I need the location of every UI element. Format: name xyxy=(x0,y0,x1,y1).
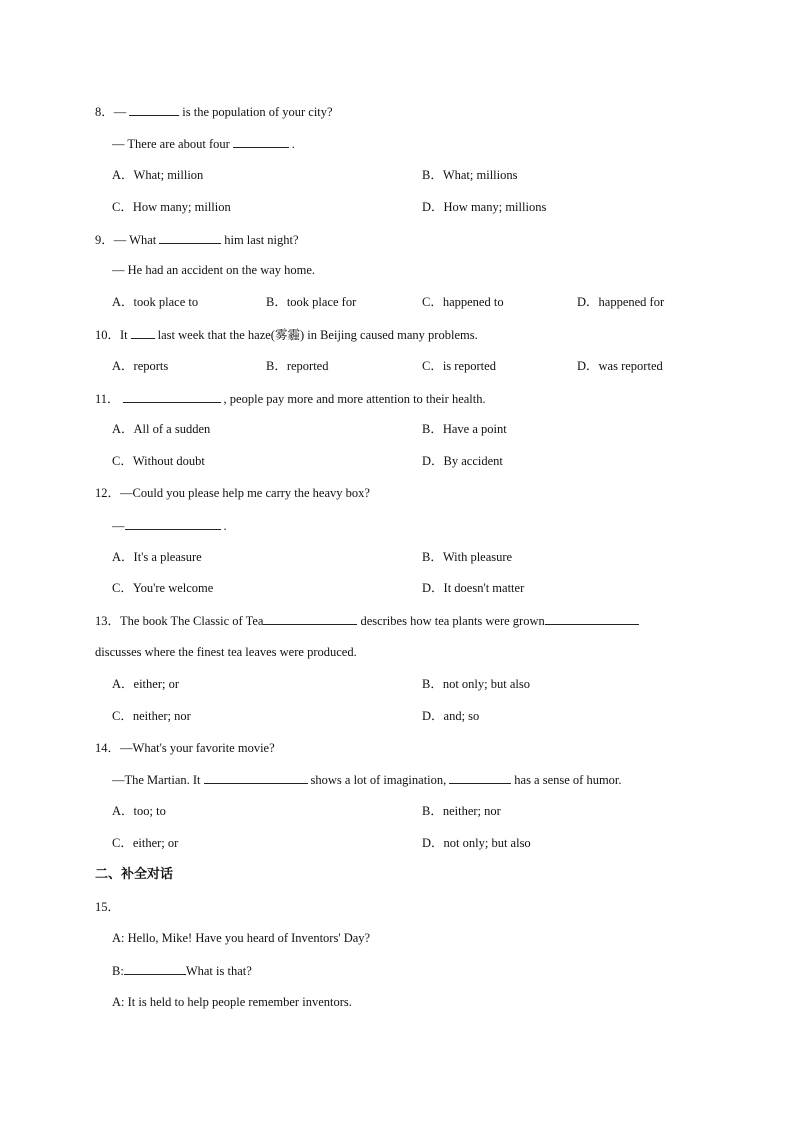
question-text: —Could you please help me carry the heavy box? xyxy=(120,486,370,500)
dialogue-line-a1: A: Hello, Mike! Have you heard of Inventors' Day? xyxy=(112,931,371,945)
option-c[interactable]: C．either; or xyxy=(112,836,179,850)
answer-blank[interactable] xyxy=(204,771,308,784)
question-13-line-2: discusses where the finest tea leaves were produced. xyxy=(95,645,357,659)
option-d[interactable]: D．How many; millions xyxy=(422,200,547,214)
option-b[interactable]: B．took place for xyxy=(266,295,357,309)
question-text: . xyxy=(291,137,295,151)
option-c[interactable]: C．You're welcome xyxy=(112,581,214,595)
question-text: — What xyxy=(113,233,157,247)
answer-blank[interactable] xyxy=(124,962,186,975)
option-a[interactable]: A．It's a pleasure xyxy=(112,550,202,564)
question-12-line-1 xyxy=(95,485,370,501)
option-a[interactable]: A．reports xyxy=(112,359,169,373)
option-c[interactable]: C．How many; million xyxy=(112,200,231,214)
option-b[interactable]: B．What; millions xyxy=(422,168,518,182)
speaker-label: B: xyxy=(112,964,124,978)
answer-blank[interactable] xyxy=(545,612,639,625)
dialogue-text: What is that? xyxy=(185,964,252,978)
question-14-line-1 xyxy=(95,740,275,756)
question-12-line-2 xyxy=(112,517,227,534)
question-text: —The Martian. It xyxy=(112,773,201,787)
question-number: 13． xyxy=(95,614,121,628)
option-a[interactable]: A．What; million xyxy=(112,168,204,182)
dialogue-dash: — xyxy=(112,519,125,533)
dialogue-line-b1 xyxy=(112,962,252,979)
option-d[interactable]: D．It doesn't matter xyxy=(422,581,525,595)
question-text: The book The Classic of Tea xyxy=(120,614,264,628)
answer-blank[interactable] xyxy=(125,517,221,530)
question-text: is the population of your city? xyxy=(182,105,333,119)
question-text: It xyxy=(120,328,128,342)
option-b[interactable]: B．not only; but also xyxy=(422,677,530,691)
option-c[interactable]: C．neither; nor xyxy=(112,709,191,723)
dialogue-dash: — xyxy=(113,105,127,119)
option-a[interactable]: A．took place to xyxy=(112,295,199,309)
question-13-line-1 xyxy=(95,612,642,629)
answer-blank[interactable] xyxy=(233,135,289,148)
question-number: 11． xyxy=(95,392,120,406)
option-d[interactable]: D．By accident xyxy=(422,454,503,468)
option-c[interactable]: C．Without doubt xyxy=(112,454,205,468)
answer-blank[interactable] xyxy=(131,326,155,339)
option-d[interactable]: D．was reported xyxy=(577,359,663,373)
question-10-line xyxy=(95,326,478,343)
question-number: 8． xyxy=(95,105,114,119)
question-8-line-1 xyxy=(95,103,333,120)
question-9-line-1 xyxy=(95,231,299,248)
option-d[interactable]: D．happened for xyxy=(577,295,665,309)
answer-blank[interactable] xyxy=(449,771,511,784)
option-a[interactable]: A．either; or xyxy=(112,677,179,691)
section-heading: 二、补全对话 xyxy=(95,867,174,882)
question-number: 10． xyxy=(95,328,121,342)
question-15-number: 15． xyxy=(95,900,121,914)
option-b[interactable]: B．With pleasure xyxy=(422,550,513,564)
option-a[interactable]: A．All of a sudden xyxy=(112,422,211,436)
question-text: , people pay more and more attention to their health. xyxy=(223,392,486,406)
answer-blank[interactable] xyxy=(159,231,221,244)
question-text: . xyxy=(223,519,227,533)
answer-blank[interactable] xyxy=(129,103,179,116)
question-8-line-2 xyxy=(112,135,295,152)
option-c[interactable]: C．happened to xyxy=(422,295,504,309)
question-14-line-2 xyxy=(112,771,622,788)
question-number: 12． xyxy=(95,486,121,500)
option-b[interactable]: B．Have a point xyxy=(422,422,507,436)
option-d[interactable]: D．and; so xyxy=(422,709,480,723)
question-number: 14． xyxy=(95,741,121,755)
question-9-line-2: — He had an accident on the way home. xyxy=(112,263,316,277)
option-a[interactable]: A．too; to xyxy=(112,804,166,818)
option-b[interactable]: B．reported xyxy=(266,359,329,373)
answer-blank[interactable] xyxy=(263,612,357,625)
question-11-line xyxy=(95,390,486,407)
option-c[interactable]: C．is reported xyxy=(422,359,496,373)
question-text: him last night? xyxy=(224,233,299,247)
question-text: last week that the haze(雾霾) in Beijing caused many problems. xyxy=(157,328,478,342)
question-text: — There are about four xyxy=(112,137,230,151)
question-number: 9． xyxy=(95,233,114,247)
question-text: —What's your favorite movie? xyxy=(120,741,275,755)
question-text: describes how tea plants were grown xyxy=(360,614,545,628)
question-text: has a sense of humor. xyxy=(514,773,622,787)
option-b[interactable]: B．neither; nor xyxy=(422,804,501,818)
dialogue-line-a2: A: It is held to help people remember inventors. xyxy=(112,995,352,1009)
answer-blank[interactable] xyxy=(123,390,221,403)
question-text: shows a lot of imagination, xyxy=(310,773,447,787)
option-d[interactable]: D．not only; but also xyxy=(422,836,531,850)
